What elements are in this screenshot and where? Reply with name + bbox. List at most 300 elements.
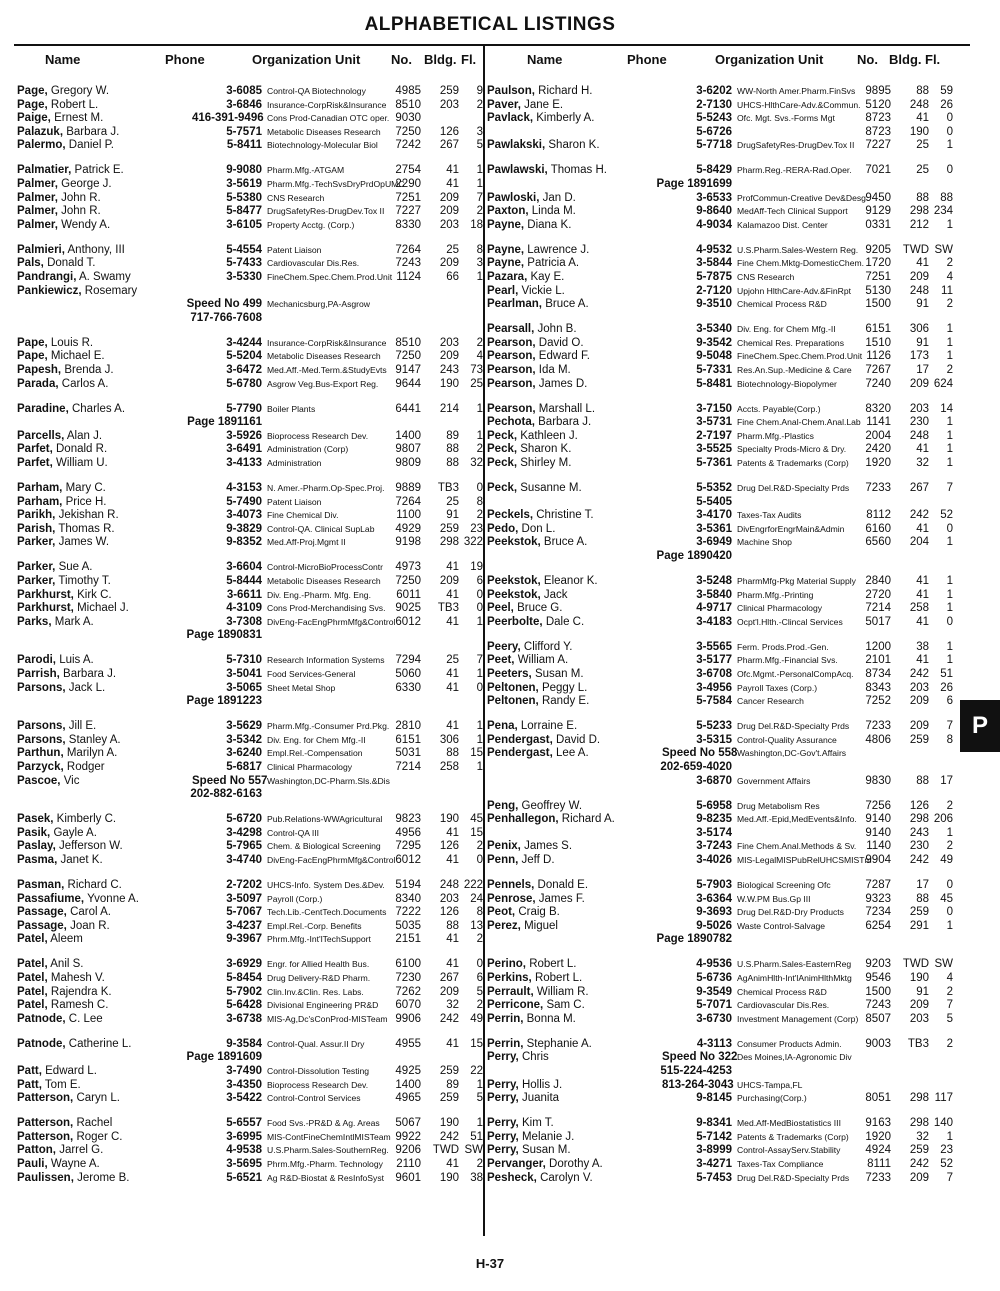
organization-unit: Sheet Metal Shop — [267, 682, 336, 693]
first-name: Jill E. — [68, 720, 97, 733]
last-name: Palmer, — [17, 218, 58, 231]
organization-unit: Chemical Process R&D — [737, 299, 827, 310]
listing-row — [487, 1050, 953, 1064]
listing-row — [487, 243, 953, 257]
organization-unit: Waste Control-Salvage — [737, 920, 826, 931]
first-name: Kathleen J. — [520, 429, 578, 442]
building-number: TWD — [432, 1144, 459, 1157]
floor-number: 5 — [476, 1092, 483, 1105]
header-fl: Fl. — [461, 52, 477, 67]
listing-row — [17, 111, 483, 125]
listing-row — [17, 601, 483, 615]
listing-row — [17, 349, 483, 363]
last-name: Pendergast, — [487, 747, 553, 760]
listing-row — [17, 481, 483, 495]
first-name: Ida M. — [538, 364, 571, 376]
person-name — [17, 746, 117, 760]
floor-number: 1 — [946, 457, 953, 469]
first-name: Jan D. — [542, 191, 576, 204]
column-header — [487, 50, 953, 72]
first-name: Michael J. — [77, 602, 129, 615]
first-name: Jarrel G. — [59, 1144, 104, 1157]
building-number: 38 — [916, 640, 929, 653]
first-name: Geoffrey W. — [521, 799, 583, 812]
room-number: 1126 — [866, 350, 891, 363]
listing-row — [17, 1116, 483, 1130]
phone-number: 4-3113 — [696, 1037, 732, 1050]
first-name: Diana K. — [527, 218, 572, 231]
last-name: Peck, — [487, 443, 518, 456]
floor-number: 2 — [946, 364, 953, 376]
building-number: 190 — [439, 377, 459, 390]
floor-number: 222 — [463, 879, 483, 891]
organization-unit: Chem. & Biological Screening — [267, 841, 381, 852]
phone-number: 9-3542 — [696, 336, 732, 349]
person-name — [487, 1130, 574, 1144]
room-number: 8507 — [865, 1012, 891, 1025]
first-name: Bruce A. — [543, 536, 588, 549]
room-number: 8723 — [865, 125, 891, 138]
last-name: Parsons, — [17, 720, 66, 733]
phone-number: 3-5619 — [226, 178, 262, 190]
floor-number: 59 — [940, 85, 953, 97]
listing-row — [17, 667, 483, 681]
floor-number: 17 — [940, 774, 953, 787]
person-name — [17, 204, 101, 218]
floor-number: 2 — [476, 205, 483, 218]
person-name — [487, 111, 594, 125]
person-name — [487, 667, 584, 681]
building-number: 41 — [446, 561, 459, 574]
first-name: Barbara J. — [63, 668, 117, 680]
person-name — [17, 985, 112, 999]
room-number: 1510 — [865, 336, 891, 349]
listing-row — [17, 84, 483, 98]
first-name: Susan M. — [521, 1144, 571, 1157]
floor-number: 1 — [476, 402, 483, 415]
floor-number: 1 — [476, 720, 483, 733]
organization-unit: ProfCommun-Creative Dev&Desg — [737, 192, 866, 203]
listing-row — [17, 957, 483, 971]
first-name: Rajendra K. — [50, 985, 112, 998]
last-name: Pawlawski, — [487, 164, 548, 177]
person-name — [17, 1143, 103, 1157]
phone-number: 5-8444 — [226, 575, 262, 587]
listing-row — [17, 733, 483, 747]
organization-unit: WW-North Amer.Pharm.FinSvs — [737, 86, 856, 96]
header-no: No. — [857, 52, 878, 67]
building-number: 209 — [439, 191, 459, 204]
floor-number: 1 — [946, 919, 953, 932]
person-name — [487, 905, 560, 919]
phone-number: Speed No 322 — [662, 1051, 738, 1064]
room-number: 2290 — [395, 178, 421, 190]
floor-number: 2 — [946, 985, 953, 998]
first-name: Kimberly A. — [536, 112, 595, 125]
listing-row — [487, 681, 953, 695]
room-number: 9129 — [865, 205, 891, 218]
person-name — [17, 336, 93, 350]
room-number: 6441 — [395, 402, 421, 415]
person-name — [487, 218, 571, 232]
first-name: Sharon K. — [520, 443, 572, 456]
last-name: Peekstok, — [487, 575, 541, 587]
organization-unit: Metabolic Diseases Research — [267, 126, 381, 137]
sub-line-text: 717-766-7608 — [190, 311, 262, 324]
building-number: TB3 — [437, 602, 459, 615]
last-name: Parikh, — [17, 509, 56, 522]
listing-row — [487, 284, 953, 298]
last-name: Payne, — [487, 243, 525, 256]
last-name: Peltonen, — [487, 695, 539, 708]
first-name: Jeff D. — [521, 854, 555, 866]
phone-number: 5-4554 — [226, 243, 262, 256]
floor-number: 1 — [476, 761, 483, 773]
person-name — [487, 481, 582, 495]
floor-number: 1 — [946, 640, 953, 653]
phone-number: 3-4170 — [696, 509, 732, 522]
last-name: Parada, — [17, 377, 59, 390]
building-number: 25 — [916, 164, 929, 177]
listing-row — [487, 653, 953, 667]
last-name: Paxton, — [487, 205, 529, 218]
listing-row — [17, 1064, 483, 1078]
building-number: 88 — [446, 443, 459, 456]
listing-row — [487, 615, 953, 629]
building-number: 212 — [909, 218, 929, 231]
building-number: 91 — [916, 985, 929, 998]
person-name — [487, 297, 589, 311]
building-number: 209 — [909, 695, 929, 708]
organization-unit: Div. Eng. for Chem Mfg.-II — [737, 324, 836, 335]
room-number: 1920 — [865, 1130, 891, 1143]
room-number: 1100 — [396, 509, 421, 522]
floor-number: 7 — [946, 999, 953, 1012]
listing-row — [17, 256, 483, 270]
floor-number: 2 — [476, 509, 483, 522]
listing-row — [17, 535, 483, 549]
last-name: Parker, — [17, 536, 56, 549]
building-number: 230 — [909, 416, 929, 429]
floor-number: 0 — [946, 615, 953, 628]
organization-unit: Ag R&D-Biostat & ResInfoSyst — [267, 1172, 385, 1183]
phone-number: 5-8477 — [226, 205, 262, 218]
floor-number: 2 — [946, 1037, 953, 1050]
organization-unit: Biological Screening Ofc — [737, 880, 831, 890]
floor-number: 1 — [946, 218, 953, 231]
last-name: Peot, — [487, 906, 516, 919]
room-number: 4985 — [395, 85, 421, 97]
floor-number: 2 — [476, 336, 483, 349]
person-name — [17, 177, 112, 191]
listing-row — [17, 1037, 483, 1051]
phone-number: 5-5204 — [226, 350, 262, 363]
first-name: Stanley A. — [68, 733, 121, 746]
first-name: Kim T. — [521, 1117, 554, 1130]
organization-unit: Control-QA. Clinical SupLab — [267, 523, 375, 534]
listing-row — [487, 892, 953, 906]
building-number: 230 — [909, 840, 929, 853]
person-name — [17, 826, 97, 840]
last-name: Pearson, — [487, 350, 536, 363]
listing-row — [17, 363, 483, 377]
room-number: 4924 — [865, 1144, 891, 1157]
organization-unit: Pharm.Mfg.-Financial Svs. — [737, 655, 838, 666]
last-name: Pena, — [487, 720, 518, 733]
floor-number: 2 — [946, 799, 953, 812]
sub-line-text: Speed No 499 — [186, 298, 262, 311]
last-name: Penhallegon, — [487, 813, 559, 826]
last-name: Peel, — [487, 602, 514, 615]
floor-number: 206 — [933, 813, 953, 826]
listing-row — [487, 588, 953, 602]
first-name: Thomas H. — [550, 164, 607, 177]
phone-number: 5-5405 — [696, 495, 732, 508]
last-name: Penix, — [487, 840, 521, 853]
room-number: 1200 — [865, 640, 891, 653]
organization-unit: MIS-Ag,Dc'sConProd-MISTeam — [267, 1013, 388, 1024]
room-number: 7250 — [395, 125, 421, 138]
building-number: 17 — [916, 879, 929, 891]
floor-number: 0 — [476, 588, 483, 601]
last-name: Parkhurst, — [17, 602, 74, 615]
floor-number: 9 — [476, 85, 483, 97]
first-name: Brenda J. — [64, 364, 114, 376]
floor-number: 51 — [940, 668, 953, 680]
last-name: Pawlakski, — [487, 139, 546, 152]
floor-number: 2 — [476, 98, 483, 111]
room-number: 9147 — [395, 364, 421, 376]
phone-number: 2-7197 — [696, 429, 732, 442]
first-name: Charles A. — [71, 402, 126, 415]
floor-number: 38 — [470, 1171, 483, 1184]
floor-number: 0 — [946, 112, 953, 125]
person-name — [17, 878, 122, 892]
phone-number: 9-3829 — [226, 522, 262, 535]
phone-number: 5-6726 — [696, 125, 732, 138]
sub-line-text: 515-224-4253 — [660, 1065, 732, 1077]
listing-row — [17, 204, 483, 218]
room-number: 7250 — [395, 575, 421, 587]
person-name — [487, 138, 600, 152]
phone-number: 5-7875 — [696, 271, 732, 283]
room-number: 9205 — [865, 243, 891, 256]
phone-number: 9-5026 — [696, 919, 732, 932]
sub-line-text: Page 1890782 — [656, 933, 732, 946]
organization-unit: Food Svs.-PR&D & Ag. Areas — [267, 1118, 380, 1129]
last-name: Pazara, — [487, 271, 528, 283]
organization-unit: Fine Chem.Mktg-DomesticChem. — [737, 258, 865, 269]
first-name: Sue A. — [58, 561, 93, 574]
last-name: Patel, — [17, 985, 48, 998]
phone-number: 3-6085 — [226, 85, 262, 97]
last-name: Perry, — [487, 1092, 519, 1105]
floor-number: 322 — [463, 536, 483, 549]
person-name — [17, 1037, 131, 1051]
sub-line-text: Page 1890420 — [656, 550, 732, 562]
listing-row — [17, 522, 483, 536]
floor-number: 1 — [476, 271, 483, 283]
organization-unit: Administration (Corp) — [267, 444, 349, 455]
person-name — [487, 1050, 549, 1064]
first-name: Dale C. — [545, 615, 585, 628]
first-name: Patrick E. — [74, 164, 124, 177]
person-name — [17, 588, 112, 602]
phone-number: 3-6240 — [226, 747, 262, 760]
last-name: Pavlack, — [487, 112, 534, 125]
phone-number: 5-6720 — [226, 813, 262, 826]
person-name — [487, 839, 572, 853]
organization-unit: Administration — [267, 458, 322, 468]
room-number: 1141 — [866, 416, 891, 429]
last-name: Perry, — [487, 1117, 519, 1130]
person-name — [17, 760, 105, 774]
building-number: 41 — [446, 178, 459, 190]
first-name: Aleem — [50, 933, 83, 946]
listing-subline — [17, 311, 483, 325]
first-name: Louis R. — [50, 336, 94, 349]
last-name: Passage, — [17, 919, 67, 932]
floor-number: 1 — [476, 615, 483, 628]
organization-unit: Med.Aff-Proj.Mgmt II — [267, 537, 346, 548]
listing-row — [487, 957, 953, 971]
listing-row — [487, 495, 953, 509]
person-name — [487, 733, 600, 747]
first-name: John R. — [61, 205, 101, 218]
organization-unit: Drug Delivery-R&D Pharm. — [267, 973, 371, 983]
phone-number: 5-8481 — [696, 377, 732, 390]
phone-number: 3-6364 — [696, 892, 732, 905]
person-name — [17, 377, 108, 391]
last-name: Patel, — [17, 972, 48, 984]
building-number: 209 — [439, 257, 459, 270]
listing-row — [487, 905, 953, 919]
listing-subline — [17, 297, 483, 311]
floor-number: 2 — [946, 298, 953, 311]
floor-number: 3 — [476, 257, 483, 270]
organization-unit: U.S.Pharm.Sales-EasternReg — [737, 959, 852, 970]
page-title: ALPHABETICAL LISTINGS — [364, 14, 616, 35]
listing-row — [17, 574, 483, 588]
person-name — [17, 429, 102, 443]
floor-number: 1 — [476, 429, 483, 442]
listing-row — [17, 98, 483, 112]
header-phone: Phone — [165, 52, 205, 67]
room-number: 7264 — [395, 495, 421, 508]
person-name — [487, 601, 562, 615]
first-name: Jefferson W. — [59, 840, 123, 853]
person-name — [487, 971, 582, 985]
first-name: Jekishan R. — [58, 509, 119, 522]
organization-unit: Ofc. Mgt. Svs.-Forms Mgt — [737, 113, 835, 124]
phone-number: 5-7902 — [226, 985, 262, 998]
listing-row — [17, 932, 483, 946]
first-name: Patricia A. — [527, 257, 580, 270]
phone-number: 3-5695 — [226, 1158, 262, 1170]
organization-unit: Machine Shop — [737, 537, 792, 548]
floor-number: SW — [934, 243, 953, 256]
phone-number: 3-5342 — [226, 733, 262, 746]
phone-number: 3-6730 — [696, 1012, 732, 1025]
first-name: Wayne A. — [50, 1158, 100, 1170]
first-name: Sam C. — [546, 999, 585, 1012]
room-number: 6070 — [395, 999, 421, 1012]
room-number: 1400 — [395, 1078, 421, 1091]
first-name: Yvonne A. — [87, 892, 139, 905]
first-name: Luis A. — [59, 654, 94, 667]
floor-number: 26 — [940, 98, 953, 111]
last-name: Penn, — [487, 854, 519, 866]
last-name: Perino, — [487, 958, 526, 971]
phone-number: 3-5065 — [226, 681, 262, 694]
last-name: Pawloski, — [487, 191, 540, 204]
organization-unit: Clinical Pharmacology — [737, 603, 823, 614]
room-number: 9206 — [395, 1144, 421, 1157]
last-name: Pendergast, — [487, 733, 553, 746]
organization-unit: Purchasing(Corp.) — [737, 1093, 807, 1104]
organization-unit: Chemical Process R&D — [737, 986, 827, 997]
person-name — [17, 218, 110, 232]
room-number: 1920 — [865, 457, 891, 469]
phone-number: 3-4350 — [226, 1078, 262, 1091]
organization-unit: Boiler Plants — [267, 403, 316, 414]
listing-row — [487, 377, 953, 391]
floor-number: 4 — [946, 271, 953, 283]
floor-number: SW — [464, 1144, 483, 1157]
room-number: 5067 — [395, 1117, 421, 1130]
phone-number: 2-7120 — [696, 284, 732, 297]
header-no: No. — [391, 52, 412, 67]
first-name: Craig B. — [518, 906, 560, 919]
last-name: Perry, — [487, 1078, 519, 1091]
building-number: 258 — [909, 602, 929, 615]
floor-number: 1 — [946, 826, 953, 839]
last-name: Pauli, — [17, 1158, 48, 1170]
organization-unit: MIS-ContFineChemIntlMISTeam — [267, 1131, 391, 1142]
building-number: 126 — [439, 125, 459, 138]
phone-number: 3-4271 — [696, 1158, 732, 1170]
phone-number: 3-5422 — [226, 1092, 262, 1105]
last-name: Pennels, — [487, 879, 535, 891]
listing-row — [17, 1091, 483, 1105]
person-name — [487, 998, 585, 1012]
floor-number: 7 — [476, 191, 483, 204]
organization-unit: Med.Aff-MedBiostatistics III — [737, 1118, 841, 1129]
organization-unit: Government Affairs — [737, 775, 811, 786]
floor-number: 2 — [476, 933, 483, 946]
sub-line-text: 202-659-4020 — [660, 761, 732, 773]
person-name — [487, 508, 594, 522]
room-number: 7227 — [395, 205, 421, 218]
organization-unit: Property Acctg. (Corp.) — [267, 219, 355, 230]
room-number: 9644 — [395, 377, 421, 390]
section-tab: P — [960, 700, 1000, 752]
listing-row — [17, 653, 483, 667]
person-name — [487, 1037, 592, 1051]
phone-number: 3-7490 — [226, 1065, 262, 1077]
floor-number: 13 — [470, 919, 483, 932]
floor-number: 1 — [946, 139, 953, 152]
organization-unit: Res.An.Sup.-Medicine & Care — [737, 365, 852, 375]
building-number: 248 — [439, 879, 459, 891]
listing-row — [487, 163, 953, 177]
room-number: 9906 — [395, 1012, 421, 1025]
listing-row — [487, 456, 953, 470]
floor-number: 1 — [476, 668, 483, 680]
phone-number: 5-7571 — [226, 125, 262, 138]
phone-number: 5-7331 — [696, 364, 732, 376]
sub-line-text: 202-882-6163 — [190, 788, 262, 801]
